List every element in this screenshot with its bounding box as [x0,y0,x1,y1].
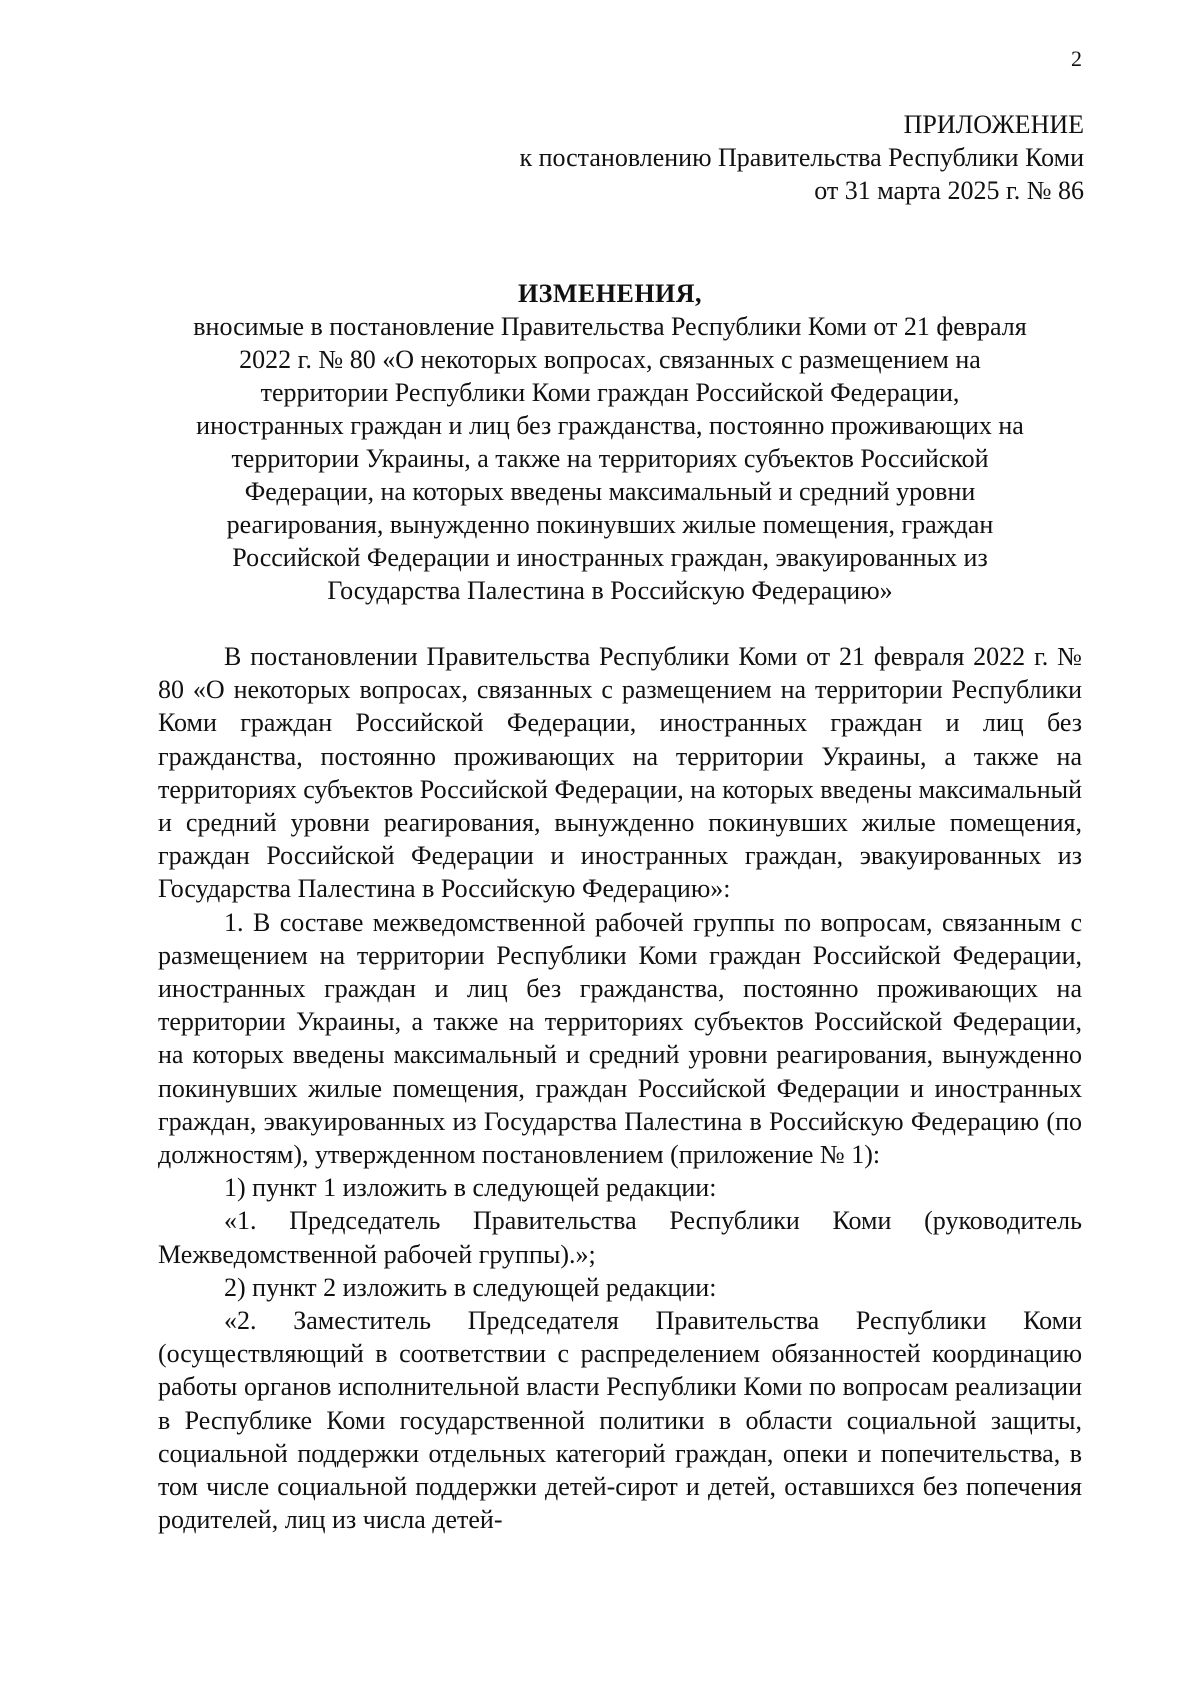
subtitle-line: реагирования, вынужденно покинувших жилые помещения, граждан [226,510,994,539]
quoted-point-2-paragraph: «2. Заместитель Председателя Правительства Республики Коми (осуществляющий в соответствии с распределением обязанностей координацию работы органов исполнительной власти Республики Коми по вопросам реализации в Республике Коми государственной политики в области социальной защиты, социальной поддержки отдельных категорий граждан, опеки и попечительства, в том числе социальной поддержки детей-сирот и детей, оставшихся без попечения родителей, лиц из числа детей- [158,1306,1082,1535]
quoted-point-1-paragraph: «1. Председатель Правительства Республики Коми (руководитель Межведомственной рабочей группы).»; [158,1206,1082,1269]
subtitle-line: Федерации, на которых введены максимальный и средний уровни [244,477,976,506]
subtitle-line: 2022 г. № 80 «О некоторых вопросах, связанных с размещением на [239,345,981,374]
page-number: 2 [1071,46,1082,71]
subtitle-line: территории Республики Коми граждан Российской Федерации, [260,378,960,407]
appendix-block [519,108,1084,207]
appendix-label: ПРИЛОЖЕНИЕ [903,110,1084,139]
subtitle-line: иностранных граждан и лиц без гражданства, постоянно проживающих на [196,411,1024,440]
subtitle-line: вносимые в постановление Правительства Республики Коми от 21 февраля [193,312,1027,341]
item-1-paragraph: 1. В составе межведомственной рабочей группы по вопросам, связанным с размещением на территории Республики Коми граждан Российской Федерации, иностранных граждан и лиц без гражданства, постоянно проживающих на территории Украины, а также на территориях субъектов Российской Федерации, на которых введены максимальный и средний уровни реагирования, вынужденно покинувших жилые помещения, граждан Российской Федерации и иностранных граждан, эвакуированных из Государства Палестина в Российскую Федерацию (по должностям), утвержденном постановлением (приложение № 1): [158,907,1082,1170]
subtitle-line: Государства Палестина в Российскую Федерацию» [327,576,893,605]
body-text [158,640,1082,1536]
document-title: ИЗМЕНЕНИЯ, [517,279,703,308]
heading-block [150,277,1070,607]
subitem-1-paragraph: 1) пункт 1 изложить в следующей редакции: [224,1173,717,1203]
intro-paragraph: В постановлении Правительства Республики Коми от 21 февраля 2022 г. № 80 «О некоторых вопросах, связанных с размещением на территории Республики Коми граждан Российской Федерации, иностранных граждан и лиц без гражданства, постоянно проживающих на территории Украины, а также на территориях субъектов Российской Федерации, на которых введены максимальный и средний уровни реагирования, вынужденно покинувших жилые помещения, граждан Российской Федерации и иностранных граждан, эвакуированных из Государства Палестина в Российскую Федерацию»: [158,642,1082,904]
appendix-line-1: к постановлению Правительства Республики Коми [519,143,1084,172]
appendix-line-2: от 31 марта 2025 г. № 86 [814,176,1084,205]
subtitle-line: территории Украины, а также на территориях субъектов Российской [231,444,989,473]
subitem-2-paragraph: 2) пункт 2 изложить в следующей редакции: [224,1272,717,1302]
subtitle-line: Российской Федерации и иностранных граждан, эвакуированных из [232,543,988,572]
